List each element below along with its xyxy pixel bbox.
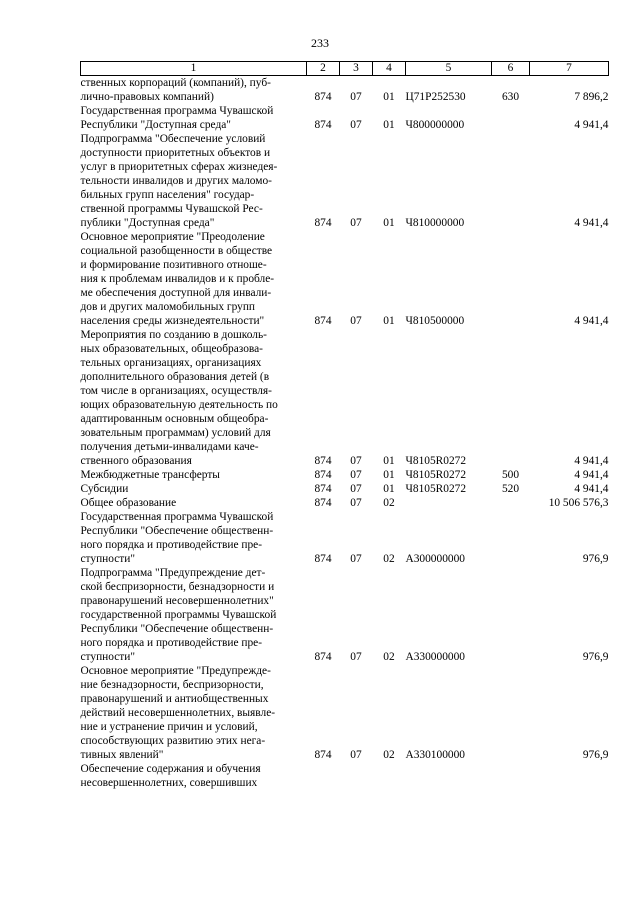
ministry-code: 874 xyxy=(314,651,332,663)
row-description xyxy=(81,762,307,790)
description-line: правонарушений и антиобщественных xyxy=(80,693,269,705)
amount-value: 10 506 576,3 xyxy=(548,497,609,509)
description-line: адаптированным основным общеобра- xyxy=(80,413,269,425)
description-line: Республики "Обеспечение общественн- xyxy=(80,525,274,537)
target-article-code: Ч8105R0272 xyxy=(405,469,467,481)
section-code: 07 xyxy=(350,455,362,467)
expense-type-code xyxy=(492,510,530,566)
target-article-code: Ц71Р252530 xyxy=(405,91,466,103)
amount-value xyxy=(530,762,609,790)
table-row xyxy=(81,132,609,230)
description-line: Подпрограмма "Предупреждение дет- xyxy=(80,567,266,579)
column-header: 2 xyxy=(307,62,340,76)
subsection-code: 01 xyxy=(383,483,395,495)
target-article-code: А330000000 xyxy=(405,651,465,663)
table-row xyxy=(81,510,609,566)
description-line: тельных организациях, организациях xyxy=(80,357,262,369)
amount-value: 4 941,4 xyxy=(574,483,609,495)
page-number: 233 xyxy=(311,36,329,50)
row-description xyxy=(81,496,307,510)
row-description xyxy=(81,664,307,762)
column-header-row xyxy=(81,62,609,76)
amount-value: 976,9 xyxy=(582,553,609,565)
description-line: тельности инвалидов и других маломо- xyxy=(80,175,272,187)
description-line: доступности приоритетных объектов и xyxy=(80,147,271,159)
ministry-code: 874 xyxy=(314,749,332,761)
description-line: ственных корпораций (компаний), пуб- xyxy=(80,77,271,89)
expense-type-code: 520 xyxy=(501,483,520,495)
description-line: получения детьми-инвалидами каче- xyxy=(80,441,259,453)
description-line: ме обеспечения доступной для инвали- xyxy=(80,287,272,299)
section-code: 07 xyxy=(350,483,362,495)
expense-type-code xyxy=(492,664,530,762)
target-article-code: Ч810500000 xyxy=(405,315,465,327)
description-line: действий несовершеннолетних, выявле- xyxy=(80,707,276,719)
ministry-code: 874 xyxy=(314,217,332,229)
description-line: ступности" xyxy=(80,651,136,663)
target-article-code: Ч8105R0272 xyxy=(405,455,467,467)
description-line: населения среды жизнедеятельности" xyxy=(80,315,265,327)
row-description xyxy=(81,510,307,566)
row-description xyxy=(81,328,307,468)
description-line: услуг в приоритетных сферах жизнедея- xyxy=(80,161,278,173)
ministry-code: 874 xyxy=(314,119,332,131)
amount-value: 4 941,4 xyxy=(574,469,609,481)
description-line: Мероприятия по созданию в дошколь- xyxy=(80,329,267,341)
description-line: лично-правовых компаний) xyxy=(80,91,214,103)
column-header: 7 xyxy=(530,62,609,76)
description-line: социальной разобщенности в обществе xyxy=(80,245,273,257)
target-article-code: А330100000 xyxy=(405,749,465,761)
row-description xyxy=(81,76,307,105)
expense-type-code: 630 xyxy=(501,91,520,103)
table-row xyxy=(81,496,609,510)
subsection-code: 01 xyxy=(383,91,395,103)
subsection-code xyxy=(373,762,406,790)
row-description xyxy=(81,468,307,482)
target-article-code xyxy=(406,762,492,790)
section-code: 07 xyxy=(350,217,362,229)
description-line: дов и других маломобильных групп xyxy=(80,301,256,313)
subsection-code: 01 xyxy=(383,217,395,229)
description-line: ственной программы Чувашской Рес- xyxy=(80,203,263,215)
description-line: том числе в организациях, осуществля- xyxy=(80,385,272,397)
description-line: ственного образования xyxy=(80,455,192,467)
table-row xyxy=(81,664,609,762)
expense-type-code xyxy=(492,566,530,664)
section-code: 07 xyxy=(350,651,362,663)
column-header: 5 xyxy=(406,62,492,76)
expense-type-code xyxy=(492,104,530,132)
target-article-code: А300000000 xyxy=(405,553,465,565)
expense-type-code xyxy=(492,328,530,468)
subsection-code: 02 xyxy=(383,497,395,509)
target-article-code: Ч810000000 xyxy=(405,217,465,229)
ministry-code: 874 xyxy=(314,483,332,495)
target-article-code: Ч8105R0272 xyxy=(405,483,467,495)
subsection-code: 01 xyxy=(383,469,395,481)
description-line: государственной программы Чувашской xyxy=(80,609,277,621)
subsection-code: 02 xyxy=(383,749,395,761)
description-line: Республики "Обеспечение общественн- xyxy=(80,623,274,635)
section-code: 07 xyxy=(350,553,362,565)
ministry-code: 874 xyxy=(314,455,332,467)
description-line: Субсидии xyxy=(80,483,129,495)
description-line: Государственная программа Чувашской xyxy=(80,105,274,117)
section-code xyxy=(340,762,373,790)
ministry-code: 874 xyxy=(314,469,332,481)
description-line: публики "Доступная среда" xyxy=(80,217,215,229)
description-line: ного порядка и противодействие пре- xyxy=(80,637,263,649)
description-line: способствующих развитию этих нега- xyxy=(80,735,266,747)
table-row xyxy=(81,468,609,482)
row-description xyxy=(81,482,307,496)
section-code: 07 xyxy=(350,749,362,761)
description-line: ской беспризорности, безнадзорности и xyxy=(80,581,275,593)
section-code: 07 xyxy=(350,497,362,509)
description-line: ние и устранение причин и условий, xyxy=(80,721,258,733)
amount-value: 976,9 xyxy=(582,749,609,761)
description-line: Основное мероприятие "Преодоление xyxy=(80,231,265,243)
subsection-code: 02 xyxy=(383,651,395,663)
description-line: Государственная программа Чувашской xyxy=(80,511,274,523)
amount-value: 7 896,2 xyxy=(574,91,609,103)
amount-value: 4 941,4 xyxy=(574,217,609,229)
column-header: 4 xyxy=(373,62,406,76)
subsection-code: 02 xyxy=(383,553,395,565)
row-description xyxy=(81,566,307,664)
description-line: дополнительного образования детей (в xyxy=(80,371,270,383)
description-line: тивных явлений" xyxy=(80,749,164,761)
description-line: ных образовательных, общеобразова- xyxy=(80,343,263,355)
expense-type-code: 500 xyxy=(501,469,520,481)
column-header: 6 xyxy=(492,62,530,76)
ministry-code: 874 xyxy=(314,553,332,565)
column-header: 1 xyxy=(81,62,307,76)
table-row xyxy=(81,230,609,328)
description-line: Обеспечение содержания и обучения xyxy=(80,763,261,775)
table-row xyxy=(81,566,609,664)
description-line: ступности" xyxy=(80,553,136,565)
description-line: правонарушений несовершеннолетних" xyxy=(80,595,274,607)
amount-value: 976,9 xyxy=(582,651,609,663)
table-row xyxy=(81,762,609,790)
amount-value: 4 941,4 xyxy=(574,455,609,467)
column-header: 3 xyxy=(340,62,373,76)
description-line: и формирование позитивного отноше- xyxy=(80,259,267,271)
section-code: 07 xyxy=(350,469,362,481)
row-description xyxy=(81,230,307,328)
section-code: 07 xyxy=(350,315,362,327)
ministry-code: 874 xyxy=(314,91,332,103)
expense-type-code xyxy=(492,230,530,328)
ministry-code xyxy=(307,762,340,790)
subsection-code: 01 xyxy=(383,315,395,327)
section-code: 07 xyxy=(350,91,362,103)
subsection-code: 01 xyxy=(383,119,395,131)
amount-value: 4 941,4 xyxy=(574,315,609,327)
budget-table xyxy=(80,61,609,790)
description-line: Республики "Доступная среда" xyxy=(80,119,231,131)
target-article-code xyxy=(406,496,492,510)
description-line: Межбюджетные трансферты xyxy=(80,469,220,481)
amount-value: 4 941,4 xyxy=(574,119,609,131)
description-line: несовершеннолетних, совершивших xyxy=(80,777,258,789)
table-row xyxy=(81,328,609,468)
expense-type-code xyxy=(492,762,530,790)
table-row xyxy=(81,482,609,496)
description-line: зовательным программам) условий для xyxy=(80,427,271,439)
description-line: Общее образование xyxy=(80,497,177,509)
description-line: бильных групп населения" государ- xyxy=(80,189,255,201)
section-code: 07 xyxy=(350,119,362,131)
description-line: ного порядка и противодействие пре- xyxy=(80,539,263,551)
expense-type-code xyxy=(492,496,530,510)
description-line: ющих образовательную деятельность по xyxy=(80,399,278,411)
subsection-code: 01 xyxy=(383,455,395,467)
description-line: Подпрограмма "Обеспечение условий xyxy=(80,133,266,145)
ministry-code: 874 xyxy=(314,497,332,509)
description-line: Основное мероприятие "Предупрежде- xyxy=(80,665,271,677)
description-line: ние безнадзорности, беспризорности, xyxy=(80,679,264,691)
table-row xyxy=(81,76,609,105)
row-description xyxy=(81,104,307,132)
expense-type-code xyxy=(492,132,530,230)
description-line: ния к проблемам инвалидов и к пробле- xyxy=(80,273,275,285)
target-article-code: Ч800000000 xyxy=(405,119,465,131)
ministry-code: 874 xyxy=(314,315,332,327)
row-description xyxy=(81,132,307,230)
table-row xyxy=(81,104,609,132)
